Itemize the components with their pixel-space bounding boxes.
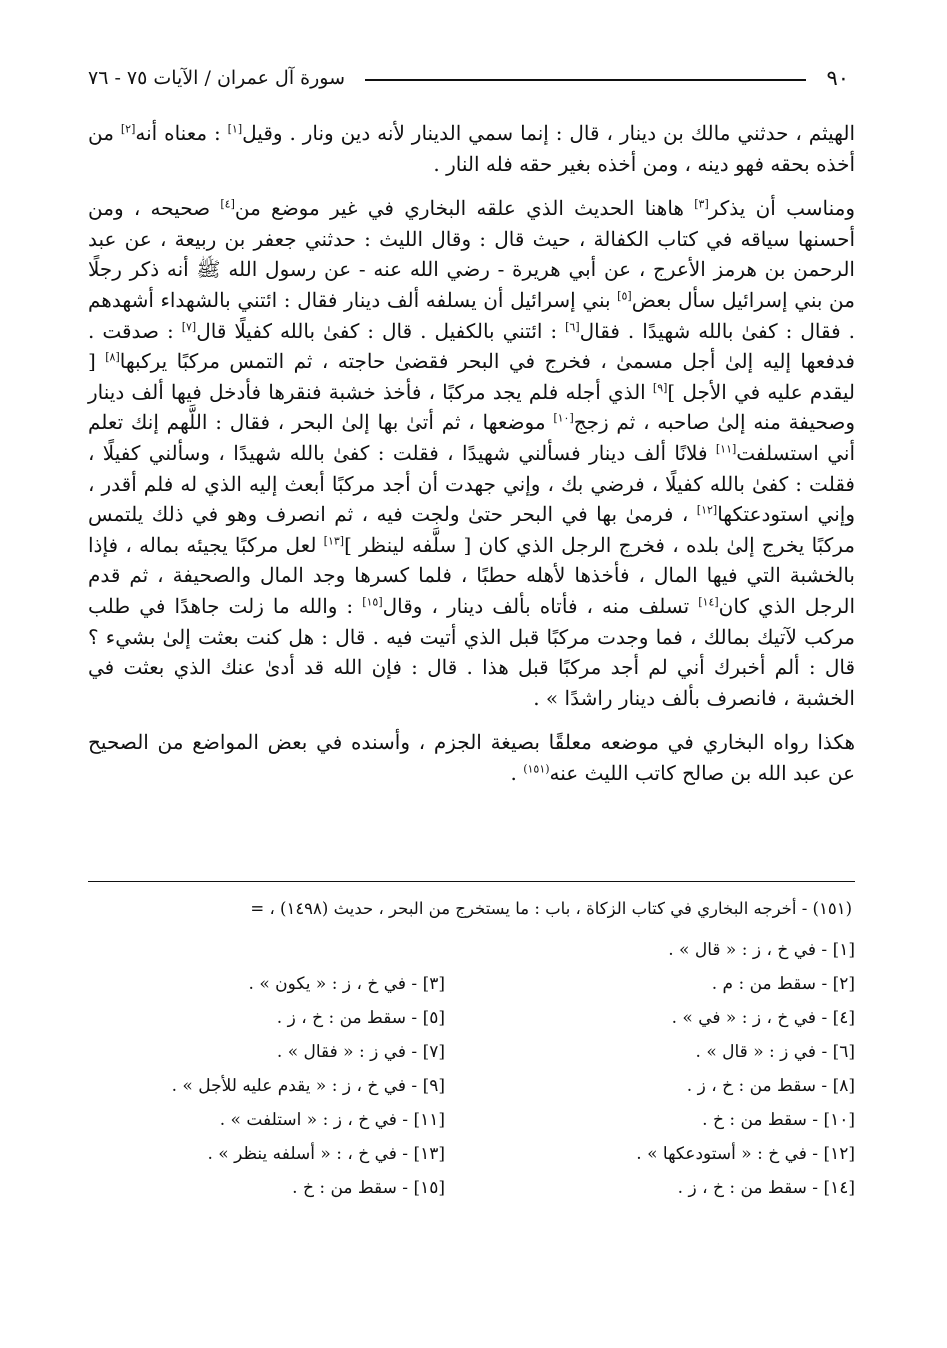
note-marker: [١١] xyxy=(715,442,737,456)
header-rule xyxy=(365,79,806,81)
note-row xyxy=(88,1042,855,1076)
text-run: : صدقت . فدفعها إليه إلىٰ أجل مسمىٰ ، فخرج في البحر فقضىٰ حاجته ، ثم التمس مركبًا يركبها xyxy=(88,318,855,374)
running-title: سورة آل عمران / الآيات ٧٥ - ٧٦ xyxy=(88,67,346,89)
text-run: صحيحه ، ومن أحسنها سياقه في كتاب الكفالة ، حيث قال : وقال الليث : حدثني جعفر بن ربيعة ، عن عبد الرحمن بن هرمز الأعرج ، عن أبي هريرة - رضي الله عنه - عن رسول الله ﷺ أنه ذكر رجلًا من بني إسرائيل سأل بعض xyxy=(88,196,855,312)
variant-note: [٧] - في ز : « فقال » . xyxy=(276,1042,445,1062)
text-run: تسلف منه ، فأتاه بألف دينار ، وقال xyxy=(382,593,699,618)
variant-note: [٢] - سقط من : م . xyxy=(711,974,855,994)
page-number: ٩٠ xyxy=(826,66,849,90)
footnote-separator xyxy=(88,881,855,882)
variant-note: [٣] - في خ ، ز : « يكون » . xyxy=(248,974,445,994)
note-row xyxy=(88,940,855,974)
variant-note: [١١] - في خ ، ز : « استلفت » . xyxy=(219,1110,445,1130)
text-run: الهيثم ، حدثني مالك بن دينار ، قال : إنما سمي الدينار لأنه دين ونار . وقيل xyxy=(242,121,856,145)
variant-notes xyxy=(88,940,855,1212)
variant-note: [١٢] - في خ : « أستودعكها » . xyxy=(636,1144,855,1164)
text-run: [ ليقدم عليه في الأجل ] xyxy=(88,349,855,404)
note-marker: [١٠] xyxy=(553,411,574,425)
variant-note: [١٠] - سقط من : خ . xyxy=(702,1110,855,1130)
note-marker: [١] xyxy=(227,122,243,136)
variant-note: [١٥] - سقط من : خ . xyxy=(292,1178,445,1198)
note-marker: [٨] xyxy=(105,350,120,364)
text-run: فلانًا ألف دينار فسألني شهيدًا ، فقلت : كفىٰ بالله شهيدًا ، وسألني كفيلًا ، فقلت : كفىٰ بالله كفيلًا ، فرضي بك ، وإني جهدت أن أجد مركبًا أبعث إليه الذي له فلم أقدر ، وإني استودعتكها xyxy=(88,440,855,527)
note-marker: [٦] xyxy=(565,319,580,333)
paragraph xyxy=(88,118,855,179)
hadith-footnote: (١٥١) - أخرجه البخاري في كتاب الزكاة ، باب : ما يستخرج من البحر ، حديث (١٤٩٨) ، = xyxy=(250,899,852,918)
variant-note: [٤] - في خ ، ز : « في » . xyxy=(671,1008,855,1028)
text-run: هكذا رواه البخاري في موضعه معلقًا بصيغة الجزم ، وأسنده في بعض المواضع من الصحيح عن عبد الله بن صالح كاتب الليث عنه xyxy=(88,730,855,785)
note-row xyxy=(88,974,855,1008)
variant-note: [٨] - سقط من : خ ، ز . xyxy=(686,1076,855,1096)
variant-note: [٩] - في خ ، ز : « يقدم عليه للأجل » . xyxy=(171,1076,445,1096)
text-run: ومناسب أن يذكر xyxy=(708,196,856,221)
text-run: : ائتني بالكفيل . قال : كفىٰ بالله كفيلًا قال xyxy=(196,318,566,343)
paragraph xyxy=(88,727,855,788)
note-marker: (١٥١) xyxy=(523,762,550,776)
note-marker: [١٣] xyxy=(323,534,345,548)
paragraph xyxy=(88,193,855,713)
variant-note: [١٤] - سقط من : خ ، ز . xyxy=(677,1178,855,1198)
text-run: : معناه أنه xyxy=(135,121,228,145)
variant-note: [١٣] - في خ ، : « أسلفه ينظر » . xyxy=(207,1144,445,1164)
note-marker: [١٤] xyxy=(698,595,719,609)
page-header xyxy=(88,62,849,94)
note-row xyxy=(88,1144,855,1178)
text-run: هاهنا الحديث الذي علقه البخاري في غير موضع من xyxy=(234,196,695,221)
text-run: بني إسرائيل أن يسلفه ألف دينار فقال : ائتني بالشهداء أشهدهم . فقال : كفىٰ بالله شهيدًا . فقال xyxy=(88,287,855,343)
text-run: . xyxy=(510,760,524,785)
note-row xyxy=(88,1076,855,1110)
note-marker: [٣] xyxy=(694,197,709,211)
text-run: ، فرمىٰ بها في البحر حتىٰ ولجت فيه ، ثم انصرف وهو في ذلك يلتمس مركبًا يخرج إلىٰ بلده ، فخرج الرجل الذي كان [ سلَّفه لينظر ] xyxy=(88,502,855,557)
variant-note: [١] - في خ ، ز : « قال » . xyxy=(668,940,855,960)
note-marker: [٤] xyxy=(220,197,235,211)
text-run: من أخذه بحقه فهو دينه ، ومن أخذه بغير حقه فله النار . xyxy=(88,121,855,176)
note-marker: [١٢] xyxy=(696,503,718,517)
note-marker: [٩] xyxy=(652,381,668,395)
text-run: الذي أجله فلم يجد مركبًا ، فأخذ خشبة فنقرها فأدخل فيها ألف دينار وصحيفة منه إلىٰ صاحبه ، ثم زجج xyxy=(88,379,855,435)
note-marker: [٥] xyxy=(617,289,632,303)
variant-note: [٦] - في ز : « قال » . xyxy=(695,1042,855,1062)
text-run: : والله ما زلت جاهدًا في طلب مركب لآتيك بمالك ، فما وجدت مركبًا قبل الذي أتيت فيه . قال : هل كنت بعثت إلىٰ بشيء ؟ قال : ألم أخبرك أني لم أجد مركبًا قبل هذا . قال : فإن الله قد أدىٰ عنك الذي بعثت في الخشبة ، فانصرف بألف دينار راشدًا » . xyxy=(88,593,855,710)
variant-note: [٥] - سقط من : خ ، ز . xyxy=(276,1008,445,1028)
note-marker: [٧] xyxy=(181,319,197,333)
note-row xyxy=(88,1178,855,1212)
text-run: موضعها ، ثم أتىٰ بها إلىٰ البحر ، فقال : اللَّهم إنك تعلم أني استسلفت xyxy=(88,410,856,465)
note-marker: [١٥] xyxy=(362,595,383,609)
main-text xyxy=(88,118,855,788)
note-row xyxy=(88,1008,855,1042)
note-marker: [٢] xyxy=(120,122,136,136)
text-run: لعل مركبًا يجيئه بماله ، فإذا بالخشبة التي فيها المال ، فأخذها لأهله حطبًا ، فلما كسرها وجد المال والصحيفة ، ثم قدم الرجل الذي كان xyxy=(88,532,856,618)
note-row xyxy=(88,1110,855,1144)
